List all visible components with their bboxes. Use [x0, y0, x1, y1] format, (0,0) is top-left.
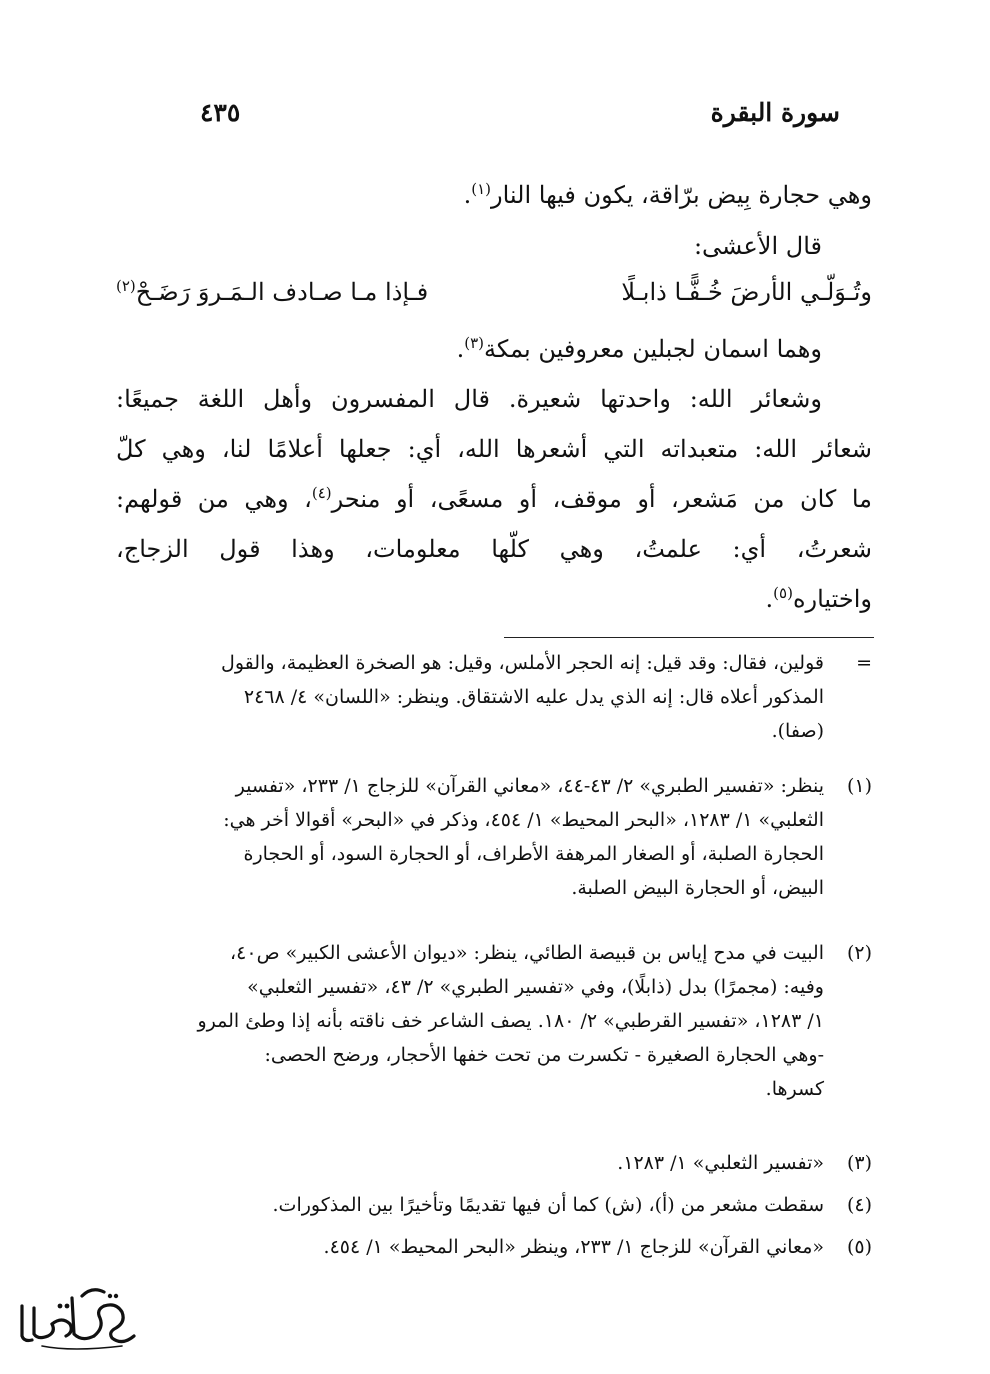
- footnote-ref-1: (١): [471, 180, 491, 198]
- poem-first-hemistich: وتُـوَلّـي الأرضَ خُـفًّـا ذابـلًا: [621, 278, 872, 306]
- footnote-ref-3: (٣): [464, 334, 485, 352]
- surah-title: سورة البقرة: [710, 98, 840, 127]
- footnote-line: الحجارة الصلبة، أو الصغار المرهفة الأطراف، أو الحجارة السود، أو الحجارة: [243, 843, 824, 865]
- footnote-separator: [504, 637, 874, 638]
- body-line-4: وشعائر الله: واحدتها شعيرة. قال المفسرون وأهل اللغة جميعًا:: [116, 385, 822, 413]
- footnote-line: المذكور أعلاه قال: إنه الذي يدل عليه الاشتقاق. وينظر: «اللسان» ٤/ ٢٤٦٨: [243, 686, 824, 708]
- footnote-line: كسرها.: [765, 1078, 824, 1100]
- footnote-ref-2: (٢): [116, 277, 136, 295]
- footnote-line: البيض، أو الحجارة البيض الصلبة.: [571, 877, 824, 899]
- footnote-line: الثعلبي» ١/ ١٢٨٣، «البحر المحيط» ١/ ٤٥٤، وذكر في «البحر» أقوالا أخر هي:: [223, 809, 824, 831]
- body-line-6: ما كان من مَشعر، أو موقف، أو مسعًى، أو منحر$^{(٤)}$، وهي من قولهم:: [116, 484, 872, 513]
- body-line-5: شعائر الله: متعبداته التي أشعرها الله، أي: جعلها أعلامًا لنا، وهي كلّ: [116, 435, 872, 463]
- footnote-number: (٢): [846, 942, 872, 964]
- footnote-line: «معاني القرآن» للزجاج ١/ ٢٣٣، وينظر «البحر المحيط» ١/ ٤٥٤.: [323, 1236, 824, 1258]
- footnote-line: سقطت مشعر من (أ)، (ش) كما أن فيها تقديمًا وتأخيرًا بين المذكورات.: [272, 1194, 824, 1216]
- body-line-7: شعرتُ، أي: علمتُ، وهي كلّها معلومات، وهذا قول الزجاج،: [116, 535, 872, 563]
- calligraphy-logo: [12, 1276, 142, 1356]
- footnote-line: قولين، فقال: وقد قيل: إنه الحجر الأملس، وقيل: هو الصخرة العظيمة، والقول: [221, 652, 824, 674]
- footnote-line: -وهي الحجارة الصغيرة - تكسرت من تحت خفها الأحجار، ورضح الحصى:: [264, 1044, 824, 1066]
- continuation-mark: =: [856, 652, 872, 674]
- footnote-line: ينظر: «تفسير الطبري» ٢/ ٤٣-٤٤، «معاني القرآن» للزجاج ١/ ٢٣٣، «تفسير: [235, 775, 824, 797]
- page-number: ٤٣٥: [200, 98, 241, 127]
- footnote-number: (٥): [846, 1236, 872, 1258]
- footnote-line: (صفا).: [771, 720, 824, 742]
- footnote-number: (٤): [846, 1194, 872, 1216]
- footnote-line: البيت في مدح إياس بن قبيصة الطائي، ينظر: «ديوان الأعشى الكبير» ص٤٠،: [230, 942, 824, 964]
- body-line-3: وهما اسمان لجبلين معروفين بمكة$^{(٣)}$.: [456, 334, 822, 363]
- footnote-line: ١/ ١٢٨٣، «تفسير القرطبي» ٢/ ١٨٠. يصف الشاعر خف ناقته بأنه إذا وطئ المرو: [197, 1010, 824, 1032]
- poem-verse: [116, 278, 872, 314]
- footnote-line: «تفسير الثعلبي» ١/ ١٢٨٣.: [617, 1152, 824, 1174]
- footnote-line: وفيه: (مجمرًا) بدل (ذابلًا)، وفي «تفسير الطبري» ٢/ ٤٣، «تفسير الثعلبي»: [247, 976, 824, 998]
- body-line-8: واختياره$^{(٥)}$.: [765, 584, 872, 613]
- poem-second-hemistich: فـإذا مـا صـادف الـمَـروَ رَضَـحْ$^{(٢)}$: [116, 277, 429, 306]
- footnote-ref-4: (٤): [311, 484, 332, 502]
- body-line-1: وهي حجارة بِيض برّاقة، يكون فيها النار$^{(١)}$.: [463, 180, 872, 209]
- footnote-number: (٣): [846, 1152, 872, 1174]
- footnote-ref-5: (٥): [773, 584, 793, 602]
- body-line-2: قال الأعشى:: [693, 232, 822, 260]
- footnote-number: (١): [846, 775, 872, 797]
